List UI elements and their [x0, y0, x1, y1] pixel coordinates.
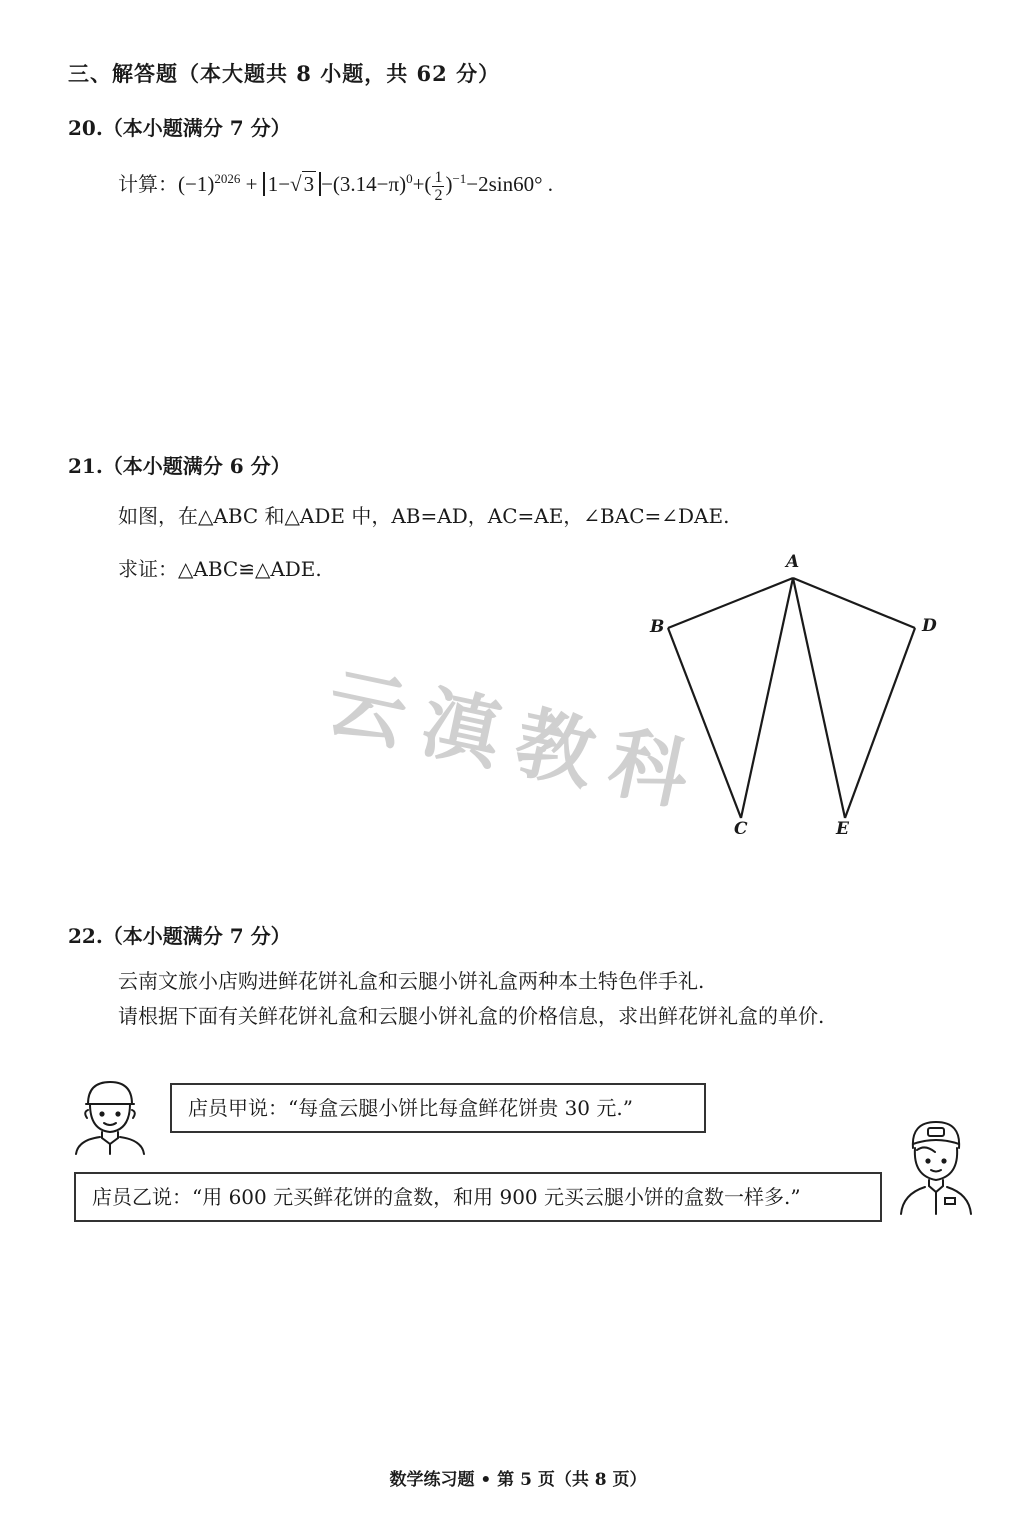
speech-bubble-clerk-a: 店员甲说：“每盒云腿小饼比每盒鲜花饼贵 30 元.” — [170, 1083, 706, 1133]
point-label-d: D — [922, 616, 937, 636]
expr-part: −2sin60° . — [466, 172, 554, 196]
q20-label: 计算： — [118, 172, 178, 196]
section-title: 三、解答题（本大题共 8 小题，共 62 分） — [68, 61, 501, 86]
expr-part: ) — [445, 172, 453, 196]
absolute-value: 1−√3 — [263, 172, 321, 196]
segment-de — [845, 628, 915, 818]
segment-ea — [793, 578, 845, 818]
clerk-girl-icon — [895, 1114, 977, 1216]
segment-ca — [741, 578, 793, 818]
segment-ad — [793, 578, 915, 628]
q22-heading: 22.（本小题满分 7 分） — [68, 924, 291, 948]
watermark: 云滇教科 — [319, 657, 714, 826]
point-label-a: A — [786, 552, 800, 572]
fraction — [432, 169, 444, 204]
clerk-boy-icon — [70, 1074, 150, 1156]
sqrt-radicand: 3 — [303, 172, 315, 196]
exponent: 2026 — [214, 171, 241, 186]
expr-part: +( — [412, 172, 432, 196]
point-label-c: C — [734, 819, 748, 839]
q21-prove: 求证：△ABC≌△ADE. — [118, 557, 322, 581]
exponent: 0 — [406, 171, 413, 186]
expr-part: 1− — [267, 172, 291, 196]
expr-part: (−1) — [178, 172, 215, 196]
denominator: 2 — [434, 186, 443, 204]
expr-part: −(3.14−π) — [321, 172, 407, 196]
q21-heading: 21.（本小题满分 6 分） — [68, 454, 291, 478]
point-label-b: B — [650, 617, 665, 637]
q20-math: $(-1)^{2026} + 1-√3 -(3.14-\pi)^0+$( $\frac{1}{2}$ )$^{-1}$−2sin60° . — [178, 168, 554, 204]
speech-bubble-clerk-b: 店员乙说：“用 600 元买鲜花饼的盒数，和用 900 元买云腿小饼的盒数一样多.” — [74, 1172, 882, 1222]
exponent: −1 — [452, 171, 467, 186]
q20-heading: 20.（本小题满分 7 分） — [68, 116, 291, 140]
page-footer: 数学练习题 • 第 5 页（共 8 页） — [389, 1470, 647, 1490]
q21-statement: 如图，在△ABC 和△ADE 中，AB=AD，AC=AE，∠BAC=∠DAE. — [118, 504, 730, 528]
q22-context: 云南文旅小店购进鲜花饼礼盒和云腿小饼礼盒两种本土特色伴手礼. — [118, 969, 705, 993]
q22-question: 请根据下面有关鲜花饼礼盒和云腿小饼礼盒的价格信息，求出鲜花饼礼盒的单价. — [118, 1004, 825, 1028]
numerator: 1 — [434, 168, 443, 186]
segment-ab — [668, 578, 793, 628]
q20-expression — [118, 168, 553, 204]
point-label-e: E — [836, 819, 849, 839]
